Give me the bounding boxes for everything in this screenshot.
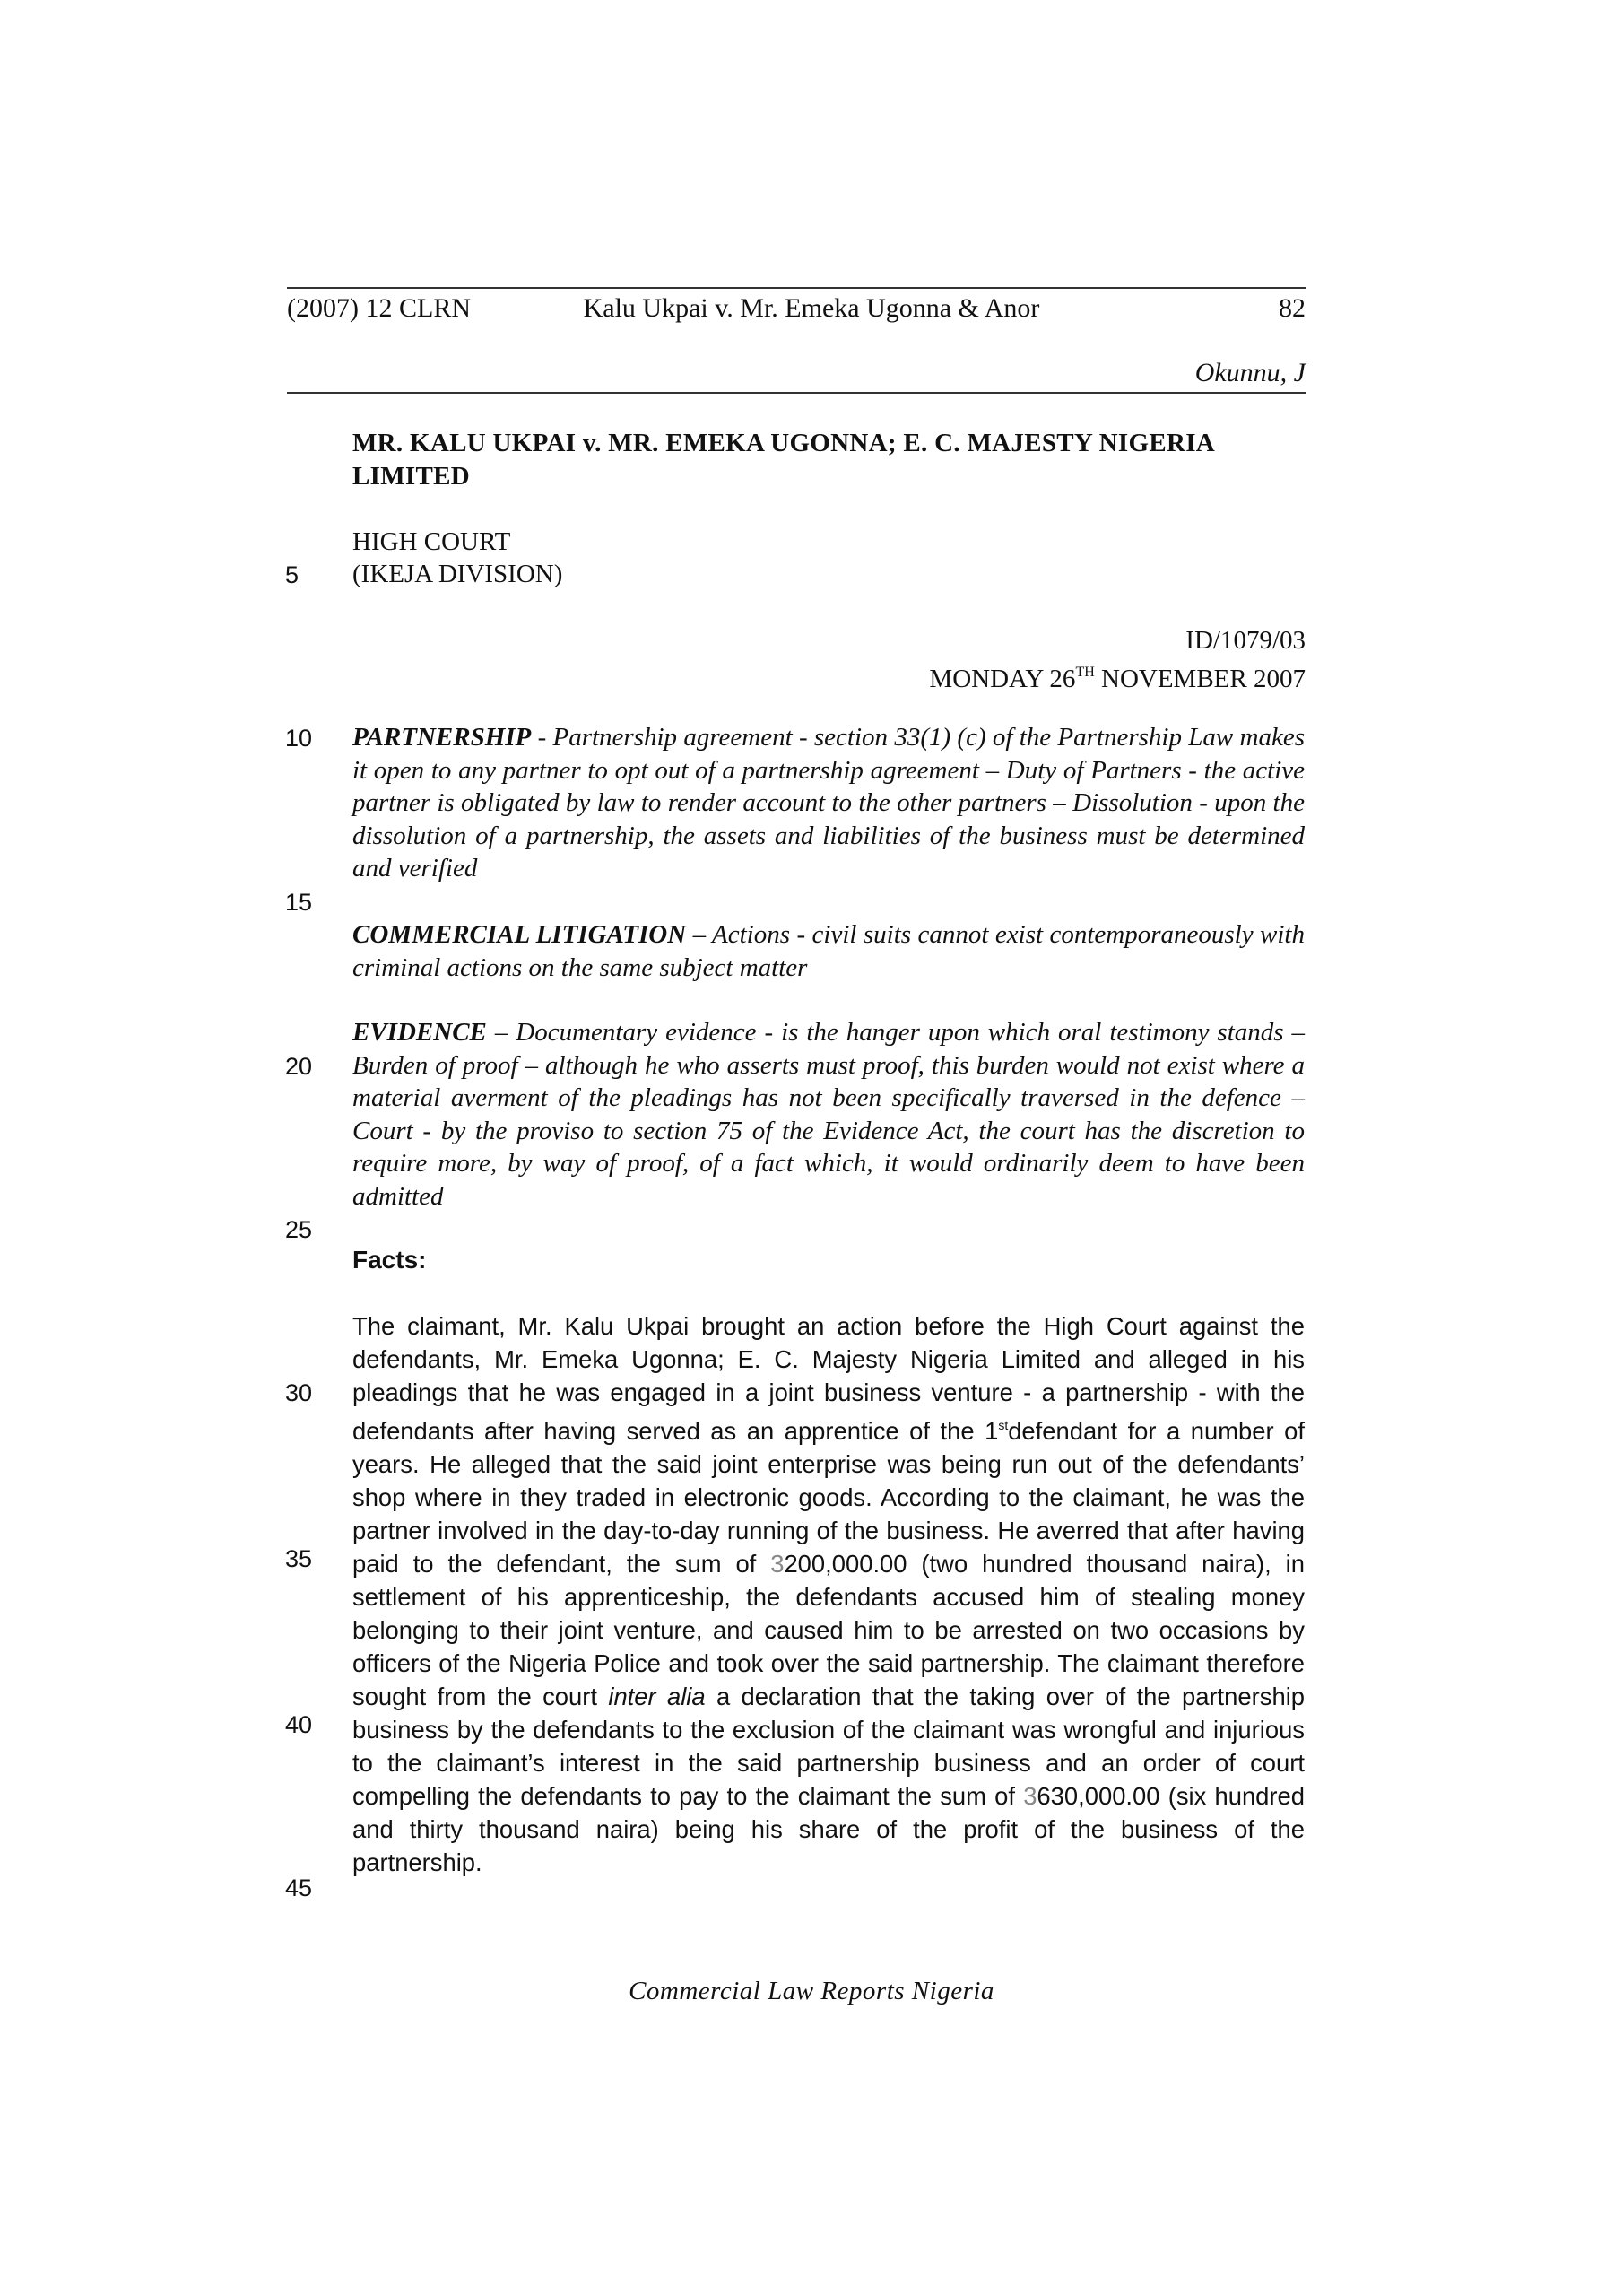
judgment-date [929, 657, 1306, 695]
footer-publication: Commercial Law Reports Nigeria [629, 1977, 994, 2005]
line-number: 45 [285, 1874, 313, 1901]
line-number: 5 [285, 561, 299, 588]
facts-text: The claimant, Mr. Kalu Ukpai brought an action before the High Court against the defendants, Mr. Emeka Ugonna; E. C. Majesty Nigeria Limited and alleged in his pleadings that he was engaged in a joint business venture - a partnership - with the defendants after having served as an apprentice of the 1 [352, 1312, 1305, 1445]
catchword-evidence [352, 1016, 1305, 1213]
catchword-commercial-litigation [352, 918, 1305, 984]
suit-number: ID/1079/03 [1185, 626, 1306, 655]
facts-text: defendant for a number of years. He alleged that the said joint enterprise was being run out of the defendants’ shop where in they traded in electronic goods. According to the claimant, he was the partner involved in the day-to-day running of the business. He averred that after having paid to the defendant, the sum of [352, 1417, 1305, 1578]
header-citation: (2007) 12 CLRN [287, 293, 471, 323]
facts-paragraph [352, 1309, 1305, 1879]
ordinal-superscript: st [998, 1418, 1009, 1432]
facts-heading: Facts: [352, 1246, 427, 1274]
date-superscript: TH [1075, 665, 1095, 680]
header-bottom-rule [287, 392, 1306, 394]
line-number: 25 [285, 1216, 313, 1243]
catchword-text: – Actions - civil suits cannot exist contemporaneously with criminal actions on the same subject matter [352, 920, 1305, 982]
line-number: 20 [285, 1053, 313, 1080]
header-judge: Okunnu, J [1194, 358, 1306, 387]
facts-latin-phrase: inter alia [608, 1683, 706, 1710]
catchword-heading: EVIDENCE [352, 1018, 487, 1047]
facts-text: a declaration that the taking over of the partnership business by the defendants to the exclusion of the claimant was wrongful and injurious to the claimant’s interest in the said partnership business and an order of court compelling the defendants to pay to the claimant the sum of [352, 1683, 1306, 1810]
line-number: 30 [285, 1379, 313, 1406]
date-suffix: NOVEMBER 2007 [1094, 665, 1306, 693]
court-name: HIGH COURT [352, 527, 511, 556]
naira-symbol: 3 [770, 1550, 785, 1578]
line-number: 35 [285, 1545, 313, 1572]
naira-symbol: 3 [1023, 1782, 1037, 1810]
facts-text: 630,000.00 (six hundred and thirty thousand naira) being his share of the profit of the business of the partnership. [352, 1782, 1305, 1876]
case-title: MR. KALU UKPAI v. MR. EMEKA UGONNA; E. C. MAJESTY NIGERIA LIMITED [352, 429, 1214, 491]
court-division: (IKEJA DIVISION) [352, 560, 563, 588]
header-top-rule [287, 287, 1306, 289]
catchword-text: - Partnership agreement - section 33(1) (c) of the Partnership Law makes it open to any partner to opt out of a partnership agreement – Duty of Partners - the active partner is obligated by law to render account to the other partners – Dissolution - upon the dissolution of a partnership, the assets and liabilities of the business must be determined and verified [352, 723, 1305, 883]
line-number: 15 [285, 889, 313, 916]
header-page-number: 82 [1279, 293, 1306, 323]
facts-text: 200,000.00 (two hundred thousand naira), in settlement of his apprenticeship, the defendants accused him of stealing money belonging to their joint venture, and caused him to be arrested on two occasions by officers of the Nigeria Police and took over the said partnership. The claimant therefore sought from the court [352, 1550, 1305, 1710]
catchword-heading: PARTNERSHIP [352, 723, 532, 752]
header-case-short: Kalu Ukpai v. Mr. Emeka Ugonna & Anor [583, 293, 1040, 323]
catchword-heading: COMMERCIAL LITIGATION [352, 920, 687, 949]
suit-block [929, 624, 1306, 695]
catchword-text: – Documentary evidence - is the hanger upon which oral testimony stands – Burden of proof – although he who asserts must proof, this burden would not exist where a material averment of the pleadings has not been specifically traversed in the defence – Court - by the proviso to section 75 of the Evidence Act, the court has the discretion to require more, by way of proof, of a fact which, it would ordinarily deem to have been admitted [352, 1018, 1305, 1211]
court-block [352, 526, 562, 590]
line-number: 10 [285, 725, 313, 752]
line-number: 40 [285, 1711, 313, 1738]
date-prefix: MONDAY 26 [929, 665, 1076, 693]
catchword-partnership [352, 721, 1305, 885]
